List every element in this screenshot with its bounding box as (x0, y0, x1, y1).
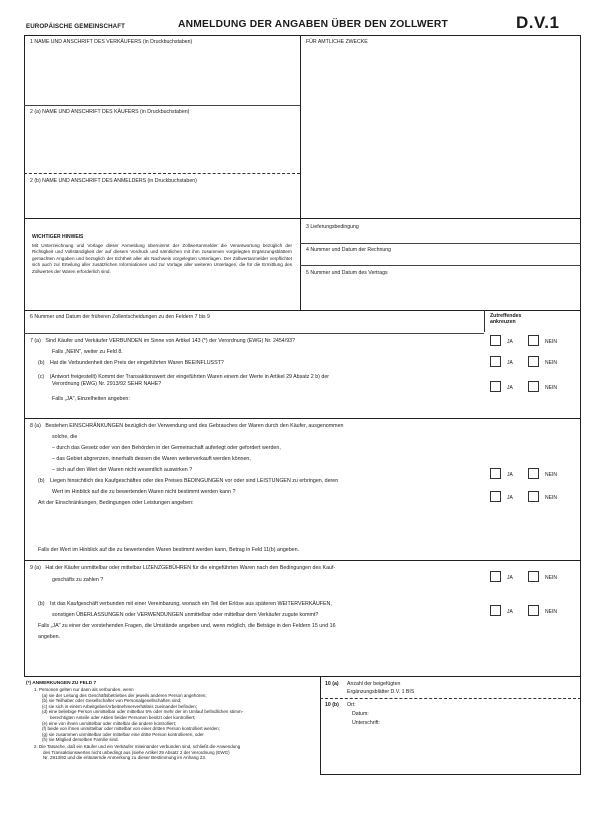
notes-item-b: (b) sie Teilhaber oder Gesellschafter von Personalgesellschaften sind; (42, 698, 182, 704)
q7a-yes-label: JA (507, 339, 513, 345)
q7b-yes-checkbox[interactable] (490, 356, 501, 367)
q8b-text-line2: Wert im Hinblick auf die zu bewertenden Waren nicht bestimmt werden kann ? (52, 489, 236, 495)
question-7c: (c) (Antwort freigestellt) Kommt der Transaktionswert der eingeführten Waren einem der Werte in Artikel 29 Absatz 2 b) der (38, 374, 330, 380)
q9a-text-line2: geschäfts zu zahlen ? (52, 577, 104, 583)
q8a-text-line2: solche, die (52, 434, 78, 440)
dashed-divider (24, 173, 300, 174)
official-use-label: FÜR AMTLICHE ZWECKE (306, 39, 368, 45)
q9a-yes-label: JA (507, 575, 513, 581)
notes-title: (*) ANMERKUNGEN ZU FELD 7 (26, 681, 97, 686)
field-7-notes (26, 681, 321, 761)
q7a-note: Falls „NEIN", weiter zu Feld 8. (52, 349, 123, 355)
field-2b-declarant-label: 2 (b) NAME UND ANSCHRIFT DES ANMELDERS (in Druckbuchstaben) (30, 178, 197, 184)
field-10a-input[interactable] (480, 680, 576, 696)
notes-item-c: (c) sie sich in einem Arbeitgeber/Arbeitnehmerverhältnis zueinander befinden; (42, 703, 197, 709)
question-7a (30, 336, 480, 347)
notes-item-h: (h) sie Mitglied derselben Familie sind. (42, 737, 119, 743)
field-4-invoice-label: 4 Nummer und Datum der Rechnung (306, 247, 392, 253)
q8-footer: Falls der Wert im Hinblick auf die zu bewertenden Waren bestimmt werden kann, Betrag in Feld 11(b) angeben. (38, 547, 300, 553)
q8b-no-checkbox[interactable] (528, 491, 539, 502)
q7a-number: 7 (a) (30, 338, 41, 344)
field-10b-place-input[interactable] (365, 701, 575, 709)
field-10a-label-line1: Anzahl der beigefügten (347, 681, 401, 687)
official-use-area (302, 48, 578, 216)
notes-item-d-cont: berechtigten Anteile oder Aktien beider Personen besitzt oder kontrolliert; (50, 714, 196, 720)
divider (24, 105, 300, 106)
notice-text: Mit Unterzeichnung und Vorlage dieser Anmeldung übernimmt der Zollwertanmelder die Verantwortung bezüglich der Richtigkeit und Vollständigkeit der auf diesem Vordruck und sämtlichen mit ihm zusammen vorgelegten Ergänzungsblättern gemachten Angaben und bezüglich der Echtheit aller als Nachweis vorgelegten Unterlagen. Der Zollwertanmelder verpflichtet sich auch zur Erteilung aller zusätzlichen Informationen und zur Vorlage aller weiteren Unterlagen, die für die Ermittlung des Zollwertes der Waren erforderlich sind. (32, 243, 292, 274)
q7a-yes-checkbox[interactable] (490, 335, 501, 346)
field-10a-number: 10 (a) (325, 681, 339, 687)
divider (24, 218, 581, 219)
field-6-prior-decisions-label: 6 Nummer und Datum der früheren Zollentscheidungen zu den Feldern 7 bis 9 (30, 314, 210, 320)
notes-para-2-line3: Nr. 2913/92 und die erläuternde Anmerkung zu dieser Bestimmung im Anhang 23. (43, 755, 207, 761)
field-10a-label-line2: Ergänzungsblätter D.V. 1 BIS (347, 689, 415, 695)
q8b-yes-checkbox[interactable] (490, 491, 501, 502)
notes-item-e: (e) eine von ihnen unmittelbar oder mittelbar die andere kontrolliert; (42, 720, 177, 726)
important-notice (26, 220, 298, 308)
notes-para-2-line2: des Transaktionswertes nicht unbedingt aus (siehe Artikel 29 Absatz 2 der Verordnung (EWG) (43, 749, 230, 755)
q9a-yes-checkbox[interactable] (490, 571, 501, 582)
field-10b-date-label: Datum: (352, 711, 369, 717)
form-title: ANMELDUNG DER ANGABEN ÜBER DEN ZOLLWERT (178, 19, 448, 30)
divider (300, 265, 581, 266)
q9b-no-label: NEIN (545, 609, 557, 615)
divider (24, 560, 581, 561)
q9-note-line1: Falls „JA" zu einer der vorstehenden Fragen, die Umstände angeben und, wenn möglich, die Beträge in den Feldern 15 und 16 (38, 623, 336, 629)
q9b-no-checkbox[interactable] (528, 605, 539, 616)
q7a-text: Sind Käufer und Verkäufer VERBUNDEN im Sinne von Artikel 143 (*) der Verordnung (EWG) Nr. 2454/93? (45, 338, 296, 344)
q9a-no-label: NEIN (545, 575, 557, 581)
divider (24, 333, 484, 334)
divider (484, 310, 485, 332)
checkbox-column-header: Zutreffendes ankreuzen (490, 313, 522, 326)
q7c-no-checkbox[interactable] (528, 381, 539, 392)
field-1-seller-label: 1 NAME UND ANSCHRIFT DES VERKÄUFERS (in Druckbuchstaben) (30, 39, 193, 45)
field-3-delivery-terms-label: 3 Lieferungsbedingung (306, 224, 359, 230)
q8b-no-label: NEIN (545, 495, 557, 501)
q8a-bullet-2: – das Gebiet abgrenzen, innerhalb dessen die Waren weiterverkauft werden können, (52, 456, 251, 462)
q8a-yes-label: JA (507, 472, 513, 478)
q8a-no-checkbox[interactable] (528, 468, 539, 479)
divider (300, 243, 581, 244)
q7c-yes-checkbox[interactable] (490, 381, 501, 392)
field-5-contract-label: 5 Nummer und Datum des Vertrags (306, 270, 388, 276)
q7c-note: Falls „JA", Einzelheiten angeben: (52, 396, 130, 402)
form-code: D.V.1 (516, 13, 560, 32)
q9-details-input[interactable] (38, 645, 478, 673)
q7b-yes-label: JA (507, 360, 513, 366)
divider (24, 310, 581, 311)
q7b-no-checkbox[interactable] (528, 356, 539, 367)
divider (300, 35, 301, 310)
notes-item-f: (f) beide von ihnen unmittelbar oder mittelbar von einer dritten Person kontrolliert werden; (42, 726, 220, 732)
divider (24, 418, 581, 419)
field-10b-date-input[interactable] (375, 710, 575, 718)
q7a-no-checkbox[interactable] (528, 335, 539, 346)
q8-detail-label: Art der Einschränkungen, Bedingungen oder Leistungen angeben: (38, 500, 194, 506)
q9b-text-line2: sonstigen ÜBERLASSUNGEN oder VERWENDUNGEN unmittelbar oder mittelbar dem Verkäufer zugute kommt? (52, 612, 319, 618)
q9a-no-checkbox[interactable] (528, 571, 539, 582)
field-2a-buyer-input[interactable] (26, 118, 298, 170)
field-3-delivery-terms-input[interactable] (302, 232, 578, 242)
q8-detail-input[interactable] (38, 510, 478, 542)
question-8b: (b) Liegen hinsichtlich des Kaufgeschäftes oder des Preises BEDINGUNGEN vor oder sind LEISTUNGEN zu erbringen, deren (38, 478, 339, 484)
field-10b-signature-input[interactable] (352, 730, 576, 772)
notes-item-a: (a) sie der Leitung des Geschäftsbetriebes der jeweils anderen Person angehören; (42, 692, 207, 698)
q8b-yes-label: JA (507, 495, 513, 501)
field-6-prior-decisions-input[interactable] (26, 322, 482, 332)
field-4-invoice-input[interactable] (302, 255, 578, 264)
field-2b-declarant-input[interactable] (26, 187, 298, 217)
notice-title: WICHTIGER HINWEIS (32, 234, 84, 240)
field-5-contract-input[interactable] (302, 279, 578, 308)
q7a-no-label: NEIN (545, 339, 557, 345)
notes-para-1: 1. Personen gelten nur dann als verbunden, wenn (34, 687, 134, 692)
q7c-details-input[interactable] (52, 404, 482, 416)
question-8a: 8 (a) Bestehen EINSCHRÄNKUNGEN bezüglich der Verwendung und des Gebrauches der Waren durch den Käufer, ausgenommen (30, 423, 344, 429)
q7c-yes-label: JA (507, 385, 513, 391)
field-1-seller-input[interactable] (26, 48, 298, 104)
notes-item-d: (d) eine beliebige Person unmittelbar oder mittelbar 5% oder mehr der im Umlauf befindlichen stimm- (42, 709, 244, 715)
field-10b-place-label: Ort: (347, 702, 356, 708)
field-10b-number: 10 (b) (325, 702, 339, 708)
question-9b: (b) Ist das Kaufgeschäft verbunden mit einer Vereinbarung, wonach ein Teil der Erlöse aus späteren WEITERVERKÄUFEN, (38, 601, 332, 607)
community-label: EUROPÄISCHE GEMEINSCHAFT (26, 23, 126, 30)
notes-para-2-line1: 2. Die Tatsache, daß ein Käufer und ein Verkäufer miteinander verbunden sind, schließt die Anwendung (34, 743, 241, 749)
q7c-no-label: NEIN (545, 385, 557, 391)
question-9a: 9 (a) Hat der Käufer unmittelbar oder mittelbar LIZENZGEBÜHREN für die eingeführten Waren nach den Bedingungen des Kauf- (30, 565, 336, 571)
q8a-no-label: NEIN (545, 472, 557, 478)
q8a-bullet-1: – durch das Gesetz oder von den Behörden in der Gemeinschaft auferlegt oder gefordert werden, (52, 445, 281, 451)
q9-note-line2: angeben. (38, 634, 61, 640)
notes-item-g: (g) sie zusammen unmittelbar oder mittelbar eine dritte Person kontrollieren, oder (42, 731, 204, 737)
field-10b-signature-label: Unterschrift: (352, 720, 380, 726)
q9b-yes-checkbox[interactable] (490, 605, 501, 616)
q7c-text-line2: Verordnung (EWG) Nr. 2913/92 SEHR NAHE? (52, 381, 162, 387)
dashed-divider (320, 698, 581, 699)
q8a-bullet-3: – sich auf den Wert der Waren nicht wesentlich auswirken ? (52, 467, 193, 473)
field-2a-buyer-label: 2 (a) NAME UND ANSCHRIFT DES KÄUFERS (in Druckbuchstaben) (30, 109, 190, 115)
q7b-no-label: NEIN (545, 360, 557, 366)
q8a-yes-checkbox[interactable] (490, 468, 501, 479)
q9b-yes-label: JA (507, 609, 513, 615)
question-7b: (b) Hat die Verbundenheit den Preis der eingeführten Waren BEEINFLUSST? (38, 360, 224, 366)
